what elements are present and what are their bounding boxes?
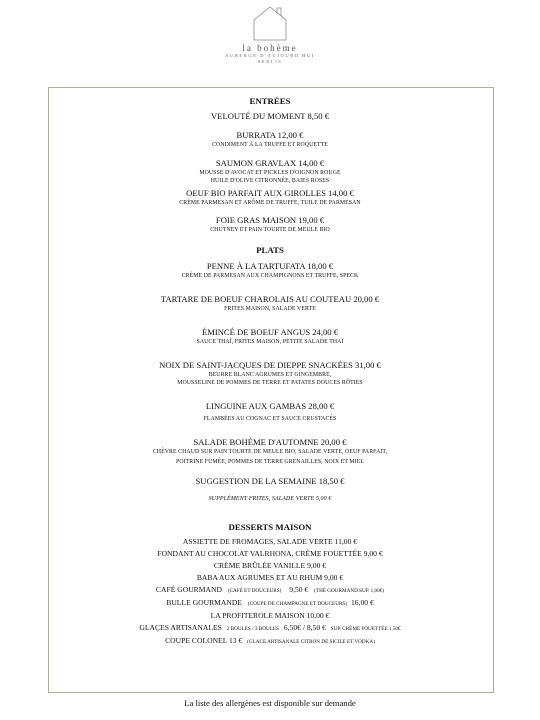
brand-city: SENLIS — [257, 59, 283, 64]
item-desc: POITRINE FUMÉE, POMMES DE TERRE GRENAILLES, NOIX ET MIEL — [176, 459, 364, 465]
menu-item — [60, 130, 480, 149]
item-desc: BEURRE BLANC AGRUMES ET GINGEMBRE, — [208, 372, 332, 378]
house-icon — [250, 4, 290, 42]
item-desc: HUILE D'OLIVE CITRONNÉE, BAIES ROSES — [210, 178, 330, 184]
menu-item — [60, 360, 480, 387]
dessert-list — [60, 536, 480, 648]
menu-item — [60, 111, 480, 122]
section-title-desserts: DESSERTS MAISON — [228, 522, 312, 532]
dessert-price: 16,00 € — [350, 598, 374, 607]
menu-item — [60, 401, 480, 423]
menu-item — [60, 327, 480, 346]
item-name: ÉMINCÉ DE BOEUF ANGUS 24,00 € — [201, 327, 339, 337]
dessert-name: CAFÉ GOURMAND — [155, 585, 222, 594]
dessert-line — [60, 635, 480, 648]
menu-item — [60, 476, 480, 487]
item-name: OEUF BIO PARFAIT AUX GIROLLES 14,00 € — [186, 188, 354, 198]
allergen-note: La liste des allergènes est disponible sur demande — [184, 698, 356, 708]
dessert-note: SUP. CRÈME FOUETTÉE 1,50€ — [330, 626, 401, 632]
menu-item — [60, 261, 480, 280]
item-name: PENNE À LA TARTUFATA 18,00 € — [206, 261, 334, 271]
item-desc: MOUSSE D'AVOCAT ET PICKLES D'OIGNON ROUGE — [199, 170, 341, 176]
dessert-price: 9,50 € — [289, 585, 309, 594]
dessert-line — [60, 548, 480, 560]
item-name: VELOUTÉ DU MOMENT 8,50 € — [211, 111, 329, 121]
item-name: SUGGESTION DE LA SEMAINE 18,50 € — [195, 476, 345, 486]
item-name: BURRATA 12,00 € — [236, 130, 304, 140]
brand-tagline: AUBERGE D'AUJOURD'HUI — [225, 53, 315, 58]
item-name: TARTARE DE BOEUF CHAROLAIS AU COUTEAU 20,00 € — [160, 294, 380, 304]
dessert-note: (GLACE ARTISANALE CITRON DE SICILE ET VODKA) — [247, 639, 375, 645]
section-title-plats: PLATS — [256, 245, 284, 255]
dessert-name: BABA AUX AGRUMES ET AU RHUM 9,00 € — [196, 573, 344, 582]
dessert-line — [60, 622, 480, 635]
dessert-name: GLAÇES ARTISANALES — [139, 623, 222, 632]
dessert-name: FONDANT AU CHOCOLAT VALRHONA, CRÈME FOUETTÉE 9,00 € — [157, 549, 383, 558]
item-desc: SAUCE THAÏ, FRITES MAISON, PETITE SALADE THAÏ — [196, 339, 344, 345]
dessert-note: (CAFÉ ET DOUCEURS) — [227, 588, 282, 594]
dessert-note: (COUPE DE CHAMPAGNE ET DOUCEURS) — [247, 601, 348, 607]
item-name: LINGUINE AUX GAMBAS 28,00 € — [205, 401, 335, 411]
menu-content — [60, 95, 480, 648]
brand-logo — [0, 0, 540, 80]
dessert-price: 6,50€ / 8,50 € — [283, 623, 326, 632]
dessert-note: (THÉ GOURMAND SUP. 1,00€) — [314, 588, 385, 594]
dessert-name: BULLE GOURMANDE — [166, 598, 242, 607]
item-name: NOIX DE SAINT-JACQUES DE DIEPPE SNACKÉES 31,00 € — [159, 360, 381, 370]
menu-item — [60, 294, 480, 313]
menu-item — [60, 215, 480, 234]
menu-item — [60, 437, 480, 466]
dessert-name: ASSIETTE DE FROMAGES, SALADE VERTE 11,00 € — [182, 537, 358, 546]
dessert-line — [60, 584, 480, 597]
item-desc: MOUSSELINE DE POMMES DE TERRE ET PATATES DOUCES RÔTIES — [177, 380, 363, 386]
dessert-name: CRÈME BRÛLÉE VANILLE 9,00 € — [213, 561, 327, 570]
item-desc: CRÈME DE PARMESAN AUX CHAMPIGNONS ET TRUFFE, SPECK — [181, 273, 359, 279]
dessert-line — [60, 560, 480, 572]
dessert-line — [60, 610, 480, 622]
menu-item — [60, 188, 480, 207]
item-desc: CHUTNEY ET PAIN TOURTE DE MEULE BIO — [210, 227, 330, 233]
item-desc: FRITES MAISON, SALADE VERTE — [224, 306, 316, 312]
menu-item — [60, 158, 480, 185]
item-name: SALADE BOHÈME D'AUTOMNE 20,00 € — [193, 437, 347, 447]
item-name: SAUMON GRAVLAX 14,00 € — [215, 158, 325, 168]
item-desc: CONDIMENT À LA TRUFFE ET ROQUETTE — [212, 142, 328, 148]
dessert-line — [60, 536, 480, 548]
item-desc: FLAMBÉES AU COGNAC ET SAUCE CRUSTACÉS — [203, 416, 337, 422]
item-desc: CHÈVRE CHAUD SUR PAIN TOURTE DE MEULE BIO, SALADE VERTE, OEUF PARFAIT, — [152, 449, 388, 455]
dessert-note: 2 BOULES / 3 BOULES — [226, 626, 279, 632]
dessert-line — [60, 597, 480, 610]
supplement-note — [60, 495, 480, 503]
item-name: FOIE GRAS MAISON 19,00 € — [215, 215, 325, 225]
dessert-name: COUPE COLONEL 13 € — [165, 636, 243, 645]
brand-name: la bohème — [242, 43, 298, 53]
item-desc: CRÈME PARMESAN ET ARÔME DE TRUFFE, TUILE DE PARMESAN — [179, 200, 361, 206]
supplement-text: SUPPLÉMENT FRITES, SALADE VERTE 5,00 € — [208, 496, 332, 502]
dessert-name: LA PROFITEROLE MAISON 10,00 € — [210, 611, 330, 620]
section-title-entrees: ENTRÉES — [249, 96, 291, 106]
dessert-line — [60, 572, 480, 584]
